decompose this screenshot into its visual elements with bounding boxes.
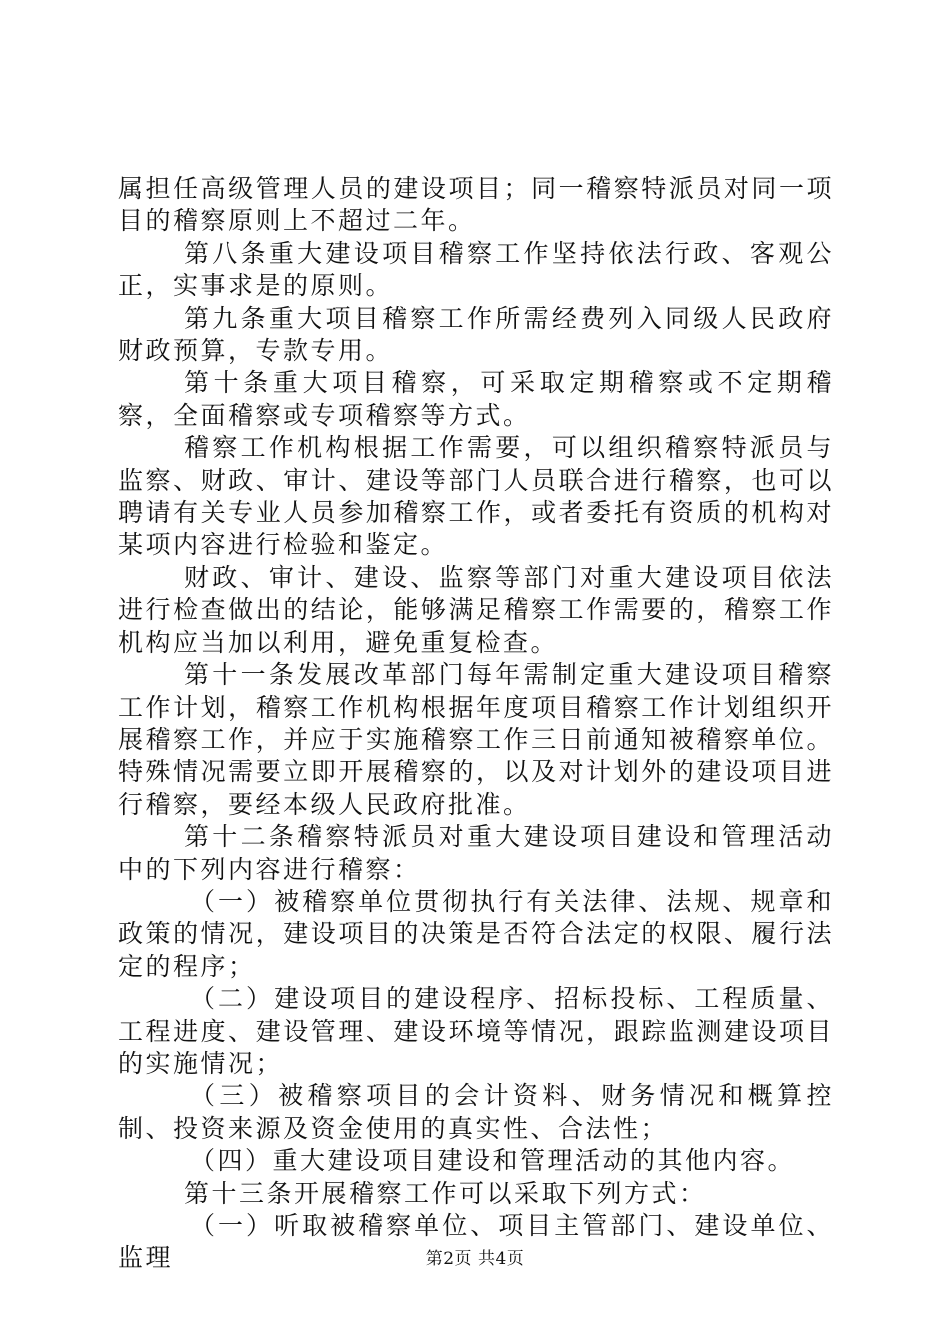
page-footer [0, 1244, 950, 1269]
list-item: （二）建设项目的建设程序、招标投标、工程质量、工程进度、建设管理、建设环境等情况，跟踪监测建设项目的实施情况； [118, 984, 834, 1078]
paragraph: 第九条重大项目稽察工作所需经费列入同级人民政府财政预算，专款专用。 [118, 303, 834, 366]
paragraph: 第十二条稽察特派员对重大建设项目建设和管理活动中的下列内容进行稽察： [118, 822, 834, 884]
paragraph: 第十一条发展改革部门每年需制定重大建设项目稽察工作计划，稽察工作机构根据年度项目稽察工作计划组织开展稽察工作，并应于实施稽察工作三日前通知被稽察单位。特殊情况需要立即开展稽察的，以及对计划外的建设项目进行稽察，要经本级人民政府批准。 [118, 660, 834, 819]
page-number: 第2页 共4页 [425, 1249, 525, 1269]
list-item: （四）重大建设项目建设和管理活动的其他内容。 [190, 1146, 796, 1176]
paragraph: 属担任高级管理人员的建设项目；同一稽察特派员对同一项目的稽察原则上不超过二年。 [118, 174, 834, 236]
list-item: （一）听取被稽察单位、项目主管部门、建设单位、监理 [118, 1211, 834, 1273]
paragraph: 第十条重大项目稽察，可采取定期稽察或不定期稽察，全面稽察或专项稽察等方式。 [118, 368, 834, 430]
paragraph: 第十三条开展稽察工作可以采取下列方式： [184, 1178, 707, 1208]
paragraph: 财政、审计、建设、监察等部门对重大建设项目依法进行检查做出的结论，能够满足稽察工作需要的，稽察工作机构应当加以利用，避免重复检查。 [118, 562, 834, 657]
document-body [118, 173, 834, 1275]
list-item: （三）被稽察项目的会计资料、财务情况和概算控制、投资来源及资金使用的真实性、合法性； [118, 1081, 834, 1143]
list-item: （一）被稽察单位贯彻执行有关法律、法规、规章和政策的情况，建设项目的决策是否符合法定的权限、履行法定的程序； [118, 886, 834, 981]
paragraph: 第八条重大建设项目稽察工作坚持依法行政、客观公正，实事求是的原则。 [118, 238, 834, 301]
paragraph: 稽察工作机构根据工作需要，可以组织稽察特派员与监察、财政、审计、建设等部门人员联合进行稽察，也可以聘请有关专业人员参加稽察工作，或者委托有资质的机构对某项内容进行检验和鉴定。 [118, 433, 834, 560]
